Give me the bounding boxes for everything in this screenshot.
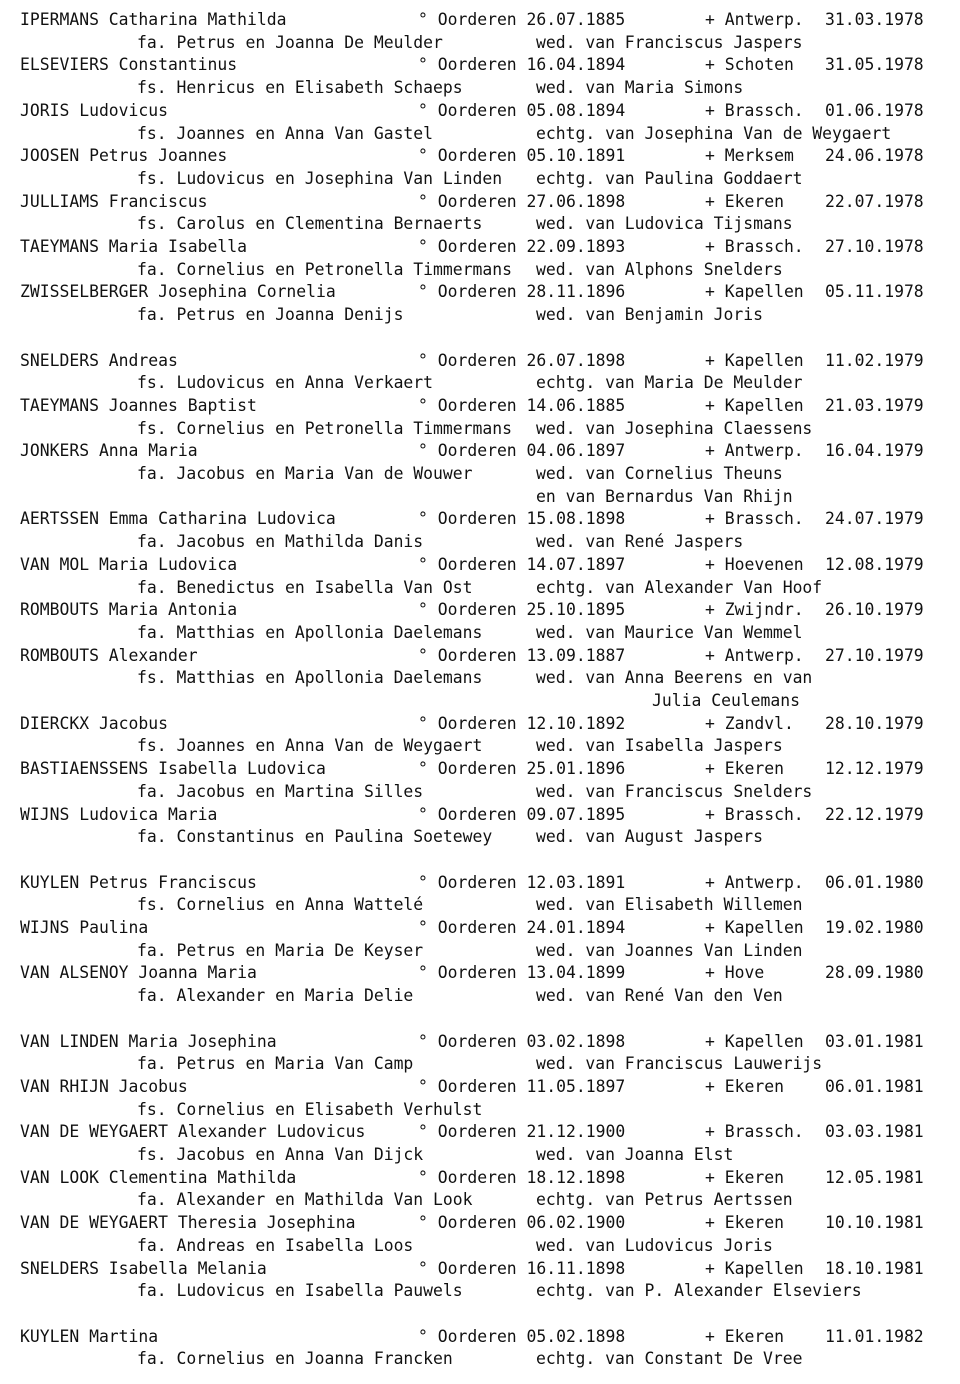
deceased-name: JORIS Ludovicus xyxy=(20,100,169,120)
death-place: + Kapellen xyxy=(705,395,804,415)
spouse-continuation: en van Bernardus Van Rhijn xyxy=(536,486,793,506)
parents-line: fa. Alexander en Mathilda Van Look xyxy=(137,1190,473,1210)
deceased-name: JOOSEN Petrus Joannes xyxy=(20,146,228,166)
death-date: 11.02.1979 xyxy=(825,350,924,370)
death-place: + Brassch. xyxy=(705,804,804,824)
death-date: 27.10.1979 xyxy=(825,645,924,665)
birth-record: ° Oorderen 09.07.1895 xyxy=(418,804,626,824)
parents-line: fs. Joannes en Anna Van Gastel xyxy=(137,123,434,143)
deceased-name: IPERMANS Catharina Mathilda xyxy=(20,10,287,29)
parents-line: fa. Benedictus en Isabella Van Ost xyxy=(137,577,473,597)
birth-record: ° Oorderen 18.12.1898 xyxy=(418,1167,626,1187)
death-place: + Kapellen xyxy=(705,1031,804,1051)
birth-record: ° Oorderen 25.01.1896 xyxy=(418,759,626,779)
spouse-line: echtg. van Constant De Vree xyxy=(536,1349,803,1369)
parents-line: fs. Henricus en Elisabeth Schaeps xyxy=(137,78,463,98)
spouse-line: wed. van Joanna Elst xyxy=(536,1145,734,1164)
spouse-line: echtg. van Petrus Aertssen xyxy=(536,1190,793,1210)
spouse-line: wed. van René Jaspers xyxy=(536,532,744,552)
death-date: 31.05.1978 xyxy=(825,55,924,75)
death-date: 16.04.1979 xyxy=(825,441,924,461)
parents-line: fs. Matthias en Apollonia Daelemans xyxy=(137,668,483,688)
spouse-line: wed. van Franciscus Lauwerijs xyxy=(536,1054,823,1074)
parents-line: fa. Cornelius en Petronella Timmermans xyxy=(137,259,512,279)
parents-line: fs. Joannes en Anna Van de Weygaert xyxy=(137,736,483,756)
deceased-name: VAN LOOK Clementina Mathilda xyxy=(20,1167,297,1187)
death-date: 12.05.1981 xyxy=(825,1167,924,1187)
deceased-name: VAN DE WEYGAERT Theresia Josephina xyxy=(20,1213,356,1233)
parents-line: fs. Cornelius en Petronella Timmermans xyxy=(137,418,512,438)
deceased-name: BASTIAENSSENS Isabella Ludovica xyxy=(20,759,326,779)
birth-record: ° Oorderen 16.04.1894 xyxy=(418,55,626,75)
spouse-line: echtg. van Josephina Van de Weygaert xyxy=(536,123,892,143)
death-date: 03.01.1981 xyxy=(825,1031,924,1051)
spouse-line: echtg. van P. Alexander Elseviers xyxy=(536,1281,862,1301)
death-date: 06.01.1980 xyxy=(825,872,924,892)
spouse-line: wed. van Isabella Jaspers xyxy=(536,736,783,756)
spouse-line: wed. van Maria Simons xyxy=(536,78,744,98)
death-place: + Ekeren xyxy=(705,1326,784,1346)
deceased-name: SNELDERS Andreas xyxy=(20,350,178,370)
deceased-name: KUYLEN Petrus Franciscus xyxy=(20,872,257,892)
death-place: + Antwerp. xyxy=(705,872,804,892)
death-date: 27.10.1978 xyxy=(825,237,924,256)
death-place: + Ekeren xyxy=(705,191,784,211)
death-date: 24.07.1979 xyxy=(825,509,924,529)
parents-line: fa. Jacobus en Mathilda Danis xyxy=(137,532,424,552)
spouse-line: wed. van Benjamin Joris xyxy=(536,305,763,325)
death-place: + Hoevenen xyxy=(705,554,804,574)
death-date: 03.03.1981 xyxy=(825,1122,924,1142)
birth-record: ° Oorderen 26.07.1898 xyxy=(418,350,626,370)
death-date: 06.01.1981 xyxy=(825,1076,924,1096)
birth-record: ° Oorderen 05.08.1894 xyxy=(418,100,626,120)
deceased-name: JULLIAMS Franciscus xyxy=(20,191,208,211)
spouse-line: wed. van Elisabeth Willemen xyxy=(536,895,803,915)
spouse-line: wed. van Ludovica Tijsmans xyxy=(536,214,793,234)
death-date: 31.03.1978 xyxy=(825,10,924,29)
deceased-name: VAN RHIJN Jacobus xyxy=(20,1076,188,1096)
death-date: 01.06.1978 xyxy=(825,100,924,120)
spouse-line: echtg. van Maria De Meulder xyxy=(536,373,803,393)
birth-record: ° Oorderen 05.02.1898 xyxy=(418,1326,626,1346)
death-date: 21.03.1979 xyxy=(825,395,924,415)
parents-line: fa. Petrus en Joanna De Meulder xyxy=(137,32,443,52)
deceased-name: TAEYMANS Maria Isabella xyxy=(20,237,247,256)
deceased-name: AERTSSEN Emma Catharina Ludovica xyxy=(20,509,336,529)
parents-line: fa. Jacobus en Martina Silles xyxy=(137,781,424,801)
deceased-name: TAEYMANS Joannes Baptist xyxy=(20,395,257,415)
parents-line: fa. Jacobus en Maria Van de Wouwer xyxy=(137,464,473,483)
death-place: + Ekeren xyxy=(705,1167,784,1187)
deceased-name: ROMBOUTS Alexander xyxy=(20,645,198,665)
birth-record: ° Oorderen 06.02.1900 xyxy=(418,1213,626,1233)
parents-line: fs. Ludovicus en Anna Verkaert xyxy=(137,373,434,393)
death-date: 28.09.1980 xyxy=(825,963,924,983)
birth-record: ° Oorderen 25.10.1895 xyxy=(418,600,626,620)
birth-record: ° Oorderen 27.06.1898 xyxy=(418,191,626,211)
death-place: + Schoten xyxy=(705,55,794,75)
death-place: + Brassch. xyxy=(705,100,804,120)
spouse-line: wed. van Anna Beerens en van xyxy=(536,668,813,688)
birth-record: ° Oorderen 26.07.1885 xyxy=(418,10,626,29)
spouse-line: wed. van Franciscus Snelders xyxy=(536,781,813,801)
parents-line: fa. Matthias en Apollonia Daelemans xyxy=(137,622,483,642)
death-place: + Kapellen xyxy=(705,918,804,937)
deceased-name: DIERCKX Jacobus xyxy=(20,713,169,733)
death-date: 12.12.1979 xyxy=(825,759,924,779)
death-place: + Merksem xyxy=(705,146,794,166)
death-date: 19.02.1980 xyxy=(825,918,924,937)
death-date: 05.11.1978 xyxy=(825,282,924,302)
spouse-line: wed. van Maurice Van Wemmel xyxy=(536,622,803,642)
deceased-name: VAN LINDEN Maria Josephina xyxy=(20,1031,277,1051)
spouse-line: wed. van René Van den Ven xyxy=(536,986,783,1006)
death-place: + Kapellen xyxy=(705,1258,804,1278)
death-place: + Antwerp. xyxy=(705,441,804,461)
spouse-line: wed. van Cornelius Theuns xyxy=(536,464,783,483)
birth-record: ° Oorderen 15.08.1898 xyxy=(418,509,626,529)
death-place: + Antwerp. xyxy=(705,10,804,29)
death-date: 22.12.1979 xyxy=(825,804,924,824)
birth-record: ° Oorderen 12.10.1892 xyxy=(418,713,626,733)
parents-line: fs. Ludovicus en Josephina Van Linden xyxy=(137,168,503,188)
deceased-name: ZWISSELBERGER Josephina Cornelia xyxy=(20,282,336,302)
parents-line: fs. Cornelius en Elisabeth Verhulst xyxy=(137,1099,483,1119)
parents-line: fa. Cornelius en Joanna Francken xyxy=(137,1349,453,1369)
death-date: 10.10.1981 xyxy=(825,1213,924,1233)
birth-record: ° Oorderen 05.10.1891 xyxy=(418,146,626,166)
death-date: 12.08.1979 xyxy=(825,554,924,574)
parents-line: fa. Alexander en Maria Delie xyxy=(137,986,414,1006)
death-date: 24.06.1978 xyxy=(825,146,924,166)
spouse-line: wed. van Josephina Claessens xyxy=(536,418,813,438)
spouse-line: wed. van Franciscus Jaspers xyxy=(536,32,803,52)
deceased-name: KUYLEN Martina xyxy=(20,1326,159,1346)
parents-line: fa. Andreas en Isabella Loos xyxy=(137,1235,414,1255)
parents-line: fs. Carolus en Clementina Bernaerts xyxy=(137,214,483,234)
deceased-name: VAN ALSENOY Joanna Maria xyxy=(20,963,257,983)
deceased-name: SNELDERS Isabella Melania xyxy=(20,1258,267,1278)
deceased-name: VAN MOL Maria Ludovica xyxy=(20,554,238,574)
parents-line: fa. Petrus en Joanna Denijs xyxy=(137,305,404,325)
death-place: + Brassch. xyxy=(705,237,804,256)
deceased-name: VAN DE WEYGAERT Alexander Ludovicus xyxy=(20,1122,366,1142)
birth-record: ° Oorderen 28.11.1896 xyxy=(418,282,626,302)
death-place: + Ekeren xyxy=(705,759,784,779)
death-date: 28.10.1979 xyxy=(825,713,924,733)
spouse-line: wed. van Alphons Snelders xyxy=(536,259,783,279)
spouse-continuation: Julia Ceulemans xyxy=(652,691,801,710)
birth-record: ° Oorderen 13.04.1899 xyxy=(418,963,626,983)
death-date: 11.01.1982 xyxy=(825,1326,924,1346)
deceased-name: WIJNS Ludovica Maria xyxy=(20,804,218,824)
spouse-line: wed. van Joannes Van Linden xyxy=(536,940,803,960)
spouse-line: echtg. van Paulina Goddaert xyxy=(536,168,803,188)
parents-line: fs. Jacobus en Anna Van Dijck xyxy=(137,1145,424,1164)
birth-record: ° Oorderen 13.09.1887 xyxy=(418,645,626,665)
death-date: 18.10.1981 xyxy=(825,1258,924,1278)
parents-line: fa. Constantinus en Paulina Soetewey xyxy=(137,827,493,847)
deceased-name: ROMBOUTS Maria Antonia xyxy=(20,600,238,620)
death-place: + Zandvl. xyxy=(705,713,794,733)
death-place: + Kapellen xyxy=(705,350,804,370)
birth-record: ° Oorderen 14.06.1885 xyxy=(418,395,626,415)
death-place: + Zwijndr. xyxy=(705,600,804,620)
spouse-line: wed. van Ludovicus Joris xyxy=(536,1235,773,1255)
death-place: + Ekeren xyxy=(705,1076,784,1096)
birth-record: ° Oorderen 16.11.1898 xyxy=(418,1258,626,1278)
birth-record: ° Oorderen 03.02.1898 xyxy=(418,1031,626,1051)
spouse-line: echtg. van Alexander Van Hoof xyxy=(536,577,823,597)
deceased-name: WIJNS Paulina xyxy=(20,918,149,937)
parents-line: fa. Ludovicus en Isabella Pauwels xyxy=(137,1281,463,1301)
parents-line: fa. Petrus en Maria Van Camp xyxy=(137,1054,414,1074)
spouse-line: wed. van August Jaspers xyxy=(536,827,763,847)
birth-record: ° Oorderen 12.03.1891 xyxy=(418,872,626,892)
death-place: + Kapellen xyxy=(705,282,804,302)
birth-record: ° Oorderen 22.09.1893 xyxy=(418,237,626,256)
deceased-name: JONKERS Anna Maria xyxy=(20,441,198,461)
deceased-name: ELSEVIERS Constantinus xyxy=(20,55,238,75)
death-place: + Ekeren xyxy=(705,1213,784,1233)
death-place: + Antwerp. xyxy=(705,645,804,665)
birth-record: ° Oorderen 14.07.1897 xyxy=(418,554,626,574)
birth-record: ° Oorderen 24.01.1894 xyxy=(418,918,626,937)
birth-record: ° Oorderen 11.05.1897 xyxy=(418,1076,626,1096)
parents-line: fs. Cornelius en Anna Wattelé xyxy=(137,895,424,915)
death-date: 22.07.1978 xyxy=(825,191,924,211)
death-place: + Brassch. xyxy=(705,509,804,529)
parents-line: fa. Petrus en Maria De Keyser xyxy=(137,940,424,960)
birth-record: ° Oorderen 21.12.1900 xyxy=(418,1122,626,1142)
death-place: + Brassch. xyxy=(705,1122,804,1142)
death-place: + Hove xyxy=(705,963,765,983)
death-date: 26.10.1979 xyxy=(825,600,924,620)
birth-record: ° Oorderen 04.06.1897 xyxy=(418,441,626,461)
